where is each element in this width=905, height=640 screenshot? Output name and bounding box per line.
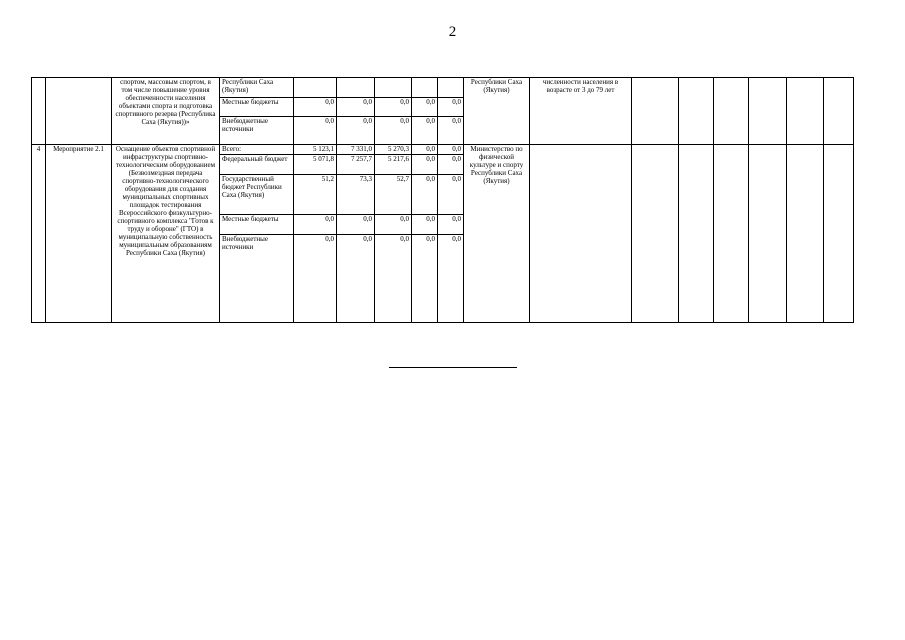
cell-empty: [714, 78, 749, 145]
cell-value: 0,0: [438, 235, 464, 323]
cell-source: Внебюджетные источники: [220, 117, 294, 145]
cell-source: Всего:: [220, 145, 294, 155]
cell-empty: [824, 78, 854, 145]
separator-line: [389, 367, 517, 368]
cell-empty: [787, 145, 824, 323]
cell-source: Внебюджетные источники: [220, 235, 294, 323]
cell-value: 0,0: [337, 215, 375, 235]
cell-value: 0,0: [438, 215, 464, 235]
cell-indicator: [530, 145, 632, 323]
cell-value: 51,2: [294, 175, 337, 215]
cell-value: 0,0: [412, 155, 438, 175]
cell-empty: [824, 145, 854, 323]
cell-num: [32, 78, 46, 145]
cell-value: 0,0: [412, 215, 438, 235]
page-number: 2: [448, 24, 457, 40]
cell-value: [375, 78, 412, 98]
cell-value: 5 123,1: [294, 145, 337, 155]
cell-value: 5 071,8: [294, 155, 337, 175]
cell-value: 0,0: [412, 145, 438, 155]
cell-value: 0,0: [438, 98, 464, 117]
cell-value: 0,0: [294, 235, 337, 323]
cell-source: Федеральный бюджет: [220, 155, 294, 175]
cell-value: 0,0: [294, 98, 337, 117]
cell-executor: Министерство по физической культуре и спорту Республики Саха (Якутия): [464, 145, 530, 323]
cell-value: 7 331,0: [337, 145, 375, 155]
cell-value: 0,0: [337, 98, 375, 117]
cell-source: Местные бюджеты: [220, 215, 294, 235]
table-row: [32, 78, 854, 98]
cell-value: 52,7: [375, 175, 412, 215]
cell-value: 5 270,3: [375, 145, 412, 155]
cell-description: Оснащение объектов спортивной инфраструктуры спортивно-технологическим оборудованием (Безвозмездная передача спортивно-технологического оборудования для создания муниципальных спортивных площадок тестирования Всероссийского физкультурно-спортивного комплекса "Готов к труду и обороне" (ГТО) в муниципальную собственность муниципальным образованиям Республики Саха (Якутия): [112, 145, 220, 323]
cell-value: [294, 78, 337, 98]
cell-empty: [679, 78, 714, 145]
cell-executor: Республики Саха (Якутия): [464, 78, 530, 145]
cell-description: спортом, массовым спортом, в том числе повышение уровня обеспеченности населения объектами спорта и подготовка спортивного резерва (Республика Саха (Якутия))»: [112, 78, 220, 145]
cell-value: 0,0: [375, 215, 412, 235]
cell-source: Государственный бюджет Республики Саха (Якутия): [220, 175, 294, 215]
cell-value: 0,0: [375, 235, 412, 323]
cell-empty: [632, 78, 679, 145]
cell-source: Местные бюджеты: [220, 98, 294, 117]
cell-value: 0,0: [412, 98, 438, 117]
cell-empty: [787, 78, 824, 145]
cell-value: 0,0: [438, 155, 464, 175]
cell-value: 0,0: [438, 117, 464, 145]
cell-value: 0,0: [337, 117, 375, 145]
cell-value: 0,0: [294, 117, 337, 145]
table-row: [32, 145, 854, 155]
cell-value: 0,0: [412, 117, 438, 145]
cell-value: 5 217,6: [375, 155, 412, 175]
cell-value: 0,0: [438, 145, 464, 155]
cell-empty: [749, 78, 787, 145]
cell-value: 0,0: [412, 175, 438, 215]
cell-value: [337, 78, 375, 98]
cell-value: [438, 78, 464, 98]
cell-value: 0,0: [294, 215, 337, 235]
cell-empty: [714, 145, 749, 323]
cell-value: 0,0: [412, 235, 438, 323]
cell-value: 0,0: [375, 117, 412, 145]
program-table: [31, 77, 854, 323]
cell-value: 0,0: [438, 175, 464, 215]
cell-empty: [632, 145, 679, 323]
cell-empty: [679, 145, 714, 323]
cell-value: 0,0: [375, 98, 412, 117]
cell-name: Мероприятие 2.1: [46, 145, 112, 323]
cell-value: 0,0: [337, 235, 375, 323]
cell-value: 73,3: [337, 175, 375, 215]
cell-indicator: численности населения в возрасте от 3 до 79 лет: [530, 78, 632, 145]
cell-num: 4: [32, 145, 46, 323]
cell-value: 7 257,7: [337, 155, 375, 175]
cell-source: Республики Саха (Якутия): [220, 78, 294, 98]
cell-name: [46, 78, 112, 145]
cell-empty: [749, 145, 787, 323]
cell-value: [412, 78, 438, 98]
